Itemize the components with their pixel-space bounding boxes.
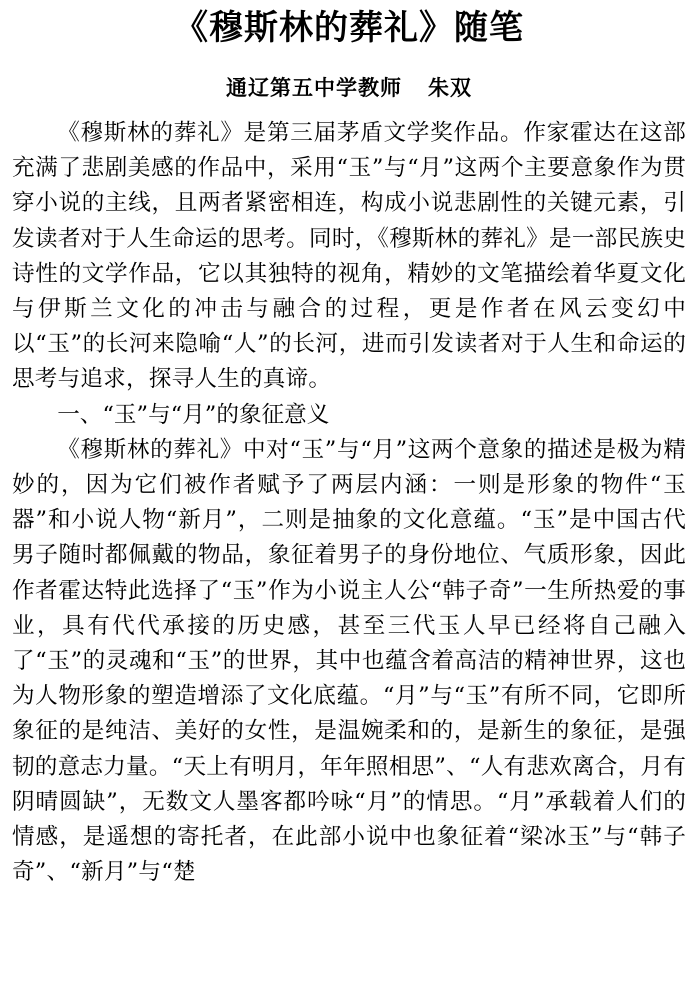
- author-byline: [12, 74, 686, 102]
- body-paragraph: 《穆斯林的葬礼》中对“玉”与“月”这两个意象的描述是极为精妙的，因为它们被作者赋予了两层内涵：一则是形象的物件“玉器”和小说人物“新月”，二则是抽象的文化意蕴。“玉”是中国古代男子随时都佩戴的物品，象征着男子的身份地位、气质形象，因此作者霍达特此选择了“玉”作为小说主人公“韩子奇”一生所热爱的事业，具有代代承接的历史感，甚至三代玉人早已经将自己融入了“玉”的灵魂和“玉”的世界，其中也蕴含着高洁的精神世界，这也为人物形象的塑造增添了文化底蕴。“月”与“玉”有所不同，它即所象征的是纯洁、美好的女性，是温婉柔和的，是新生的象征，是强韧的意志力量。“天上有明月，年年照相思”、“人有悲欢离合，月有阴晴圆缺”，无数文人墨客都吟咏“月”的情思。“月”承载着人们的情感，是遥想的寄托者，在此部小说中也象征着“梁冰玉”与“韩子奇”、“新月”与“楚: [12, 436, 686, 886]
- article-title: 《穆斯林的葬礼》随笔: [174, 8, 524, 48]
- intro-paragraph: 《穆斯林的葬礼》是第三届茅盾文学奖作品。作家霍达在这部充满了悲剧美感的作品中，采用“玉”与“月”这两个主要意象作为贯穿小说的主线，且两者紧密相连，构成小说悲剧性的关键元素，引发读者对于人生命运的思考。同时，《穆斯林的葬礼》是一部民族史诗性的文学作品，它以其独特的视角，精妙的文笔描绘着华夏文化与伊斯兰文化的冲击与融合的过程，更是作者在风云变幻中以“玉”的长河来隐喻“人”的长河，进而引发读者对于人生和命运的思考与追求，探寻人生的真谛。: [12, 120, 686, 393]
- author-name: 朱双: [428, 76, 472, 100]
- author-affiliation: 通辽第五中学教师: [226, 76, 402, 100]
- section-heading: 一、“玉”与“月”的象征意义: [57, 401, 330, 428]
